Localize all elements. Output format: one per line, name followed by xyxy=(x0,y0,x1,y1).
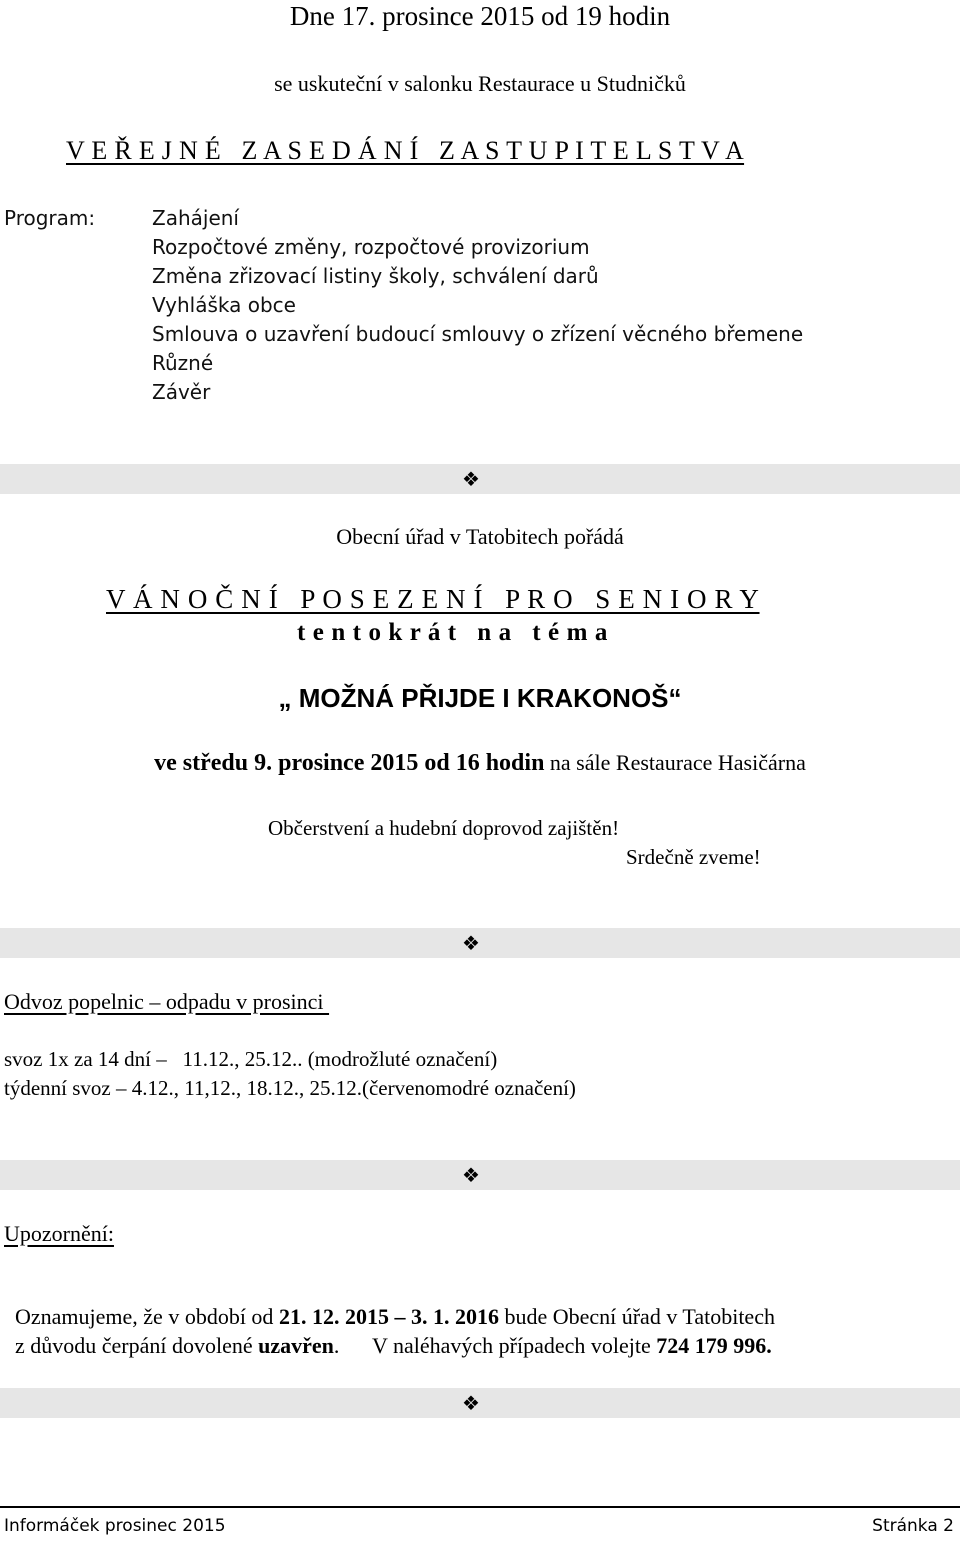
notice-heading: Upozornění: xyxy=(4,1221,114,1246)
event-theme: „ MOŽNÁ PŘIJDE I KRAKONOŠ“ xyxy=(278,683,682,713)
notice-text: . V naléhavých případech volejte xyxy=(333,1333,657,1358)
program-item: Změna zřizovací listiny školy, schválení darů xyxy=(152,264,599,288)
notice-text: bude Obecní úřad v Tatobitech xyxy=(498,1304,775,1329)
refreshments-line: Občerstvení a hudební doprovod zajištěn! xyxy=(268,816,620,840)
notice-text: Oznamujeme, že v období od xyxy=(15,1304,279,1329)
closed-word: uzavřen xyxy=(258,1333,334,1358)
phone-number: 724 179 996. xyxy=(656,1333,772,1358)
organizer-line: Obecní úřad v Tatobitech pořádá xyxy=(336,524,624,549)
footer-left: Informáček prosinec 2015 xyxy=(4,1516,226,1536)
event-venue: na sále Restaurace Hasičárna xyxy=(544,750,806,775)
invite-line: Srdečně zveme! xyxy=(626,845,761,869)
program-item: Zahájení xyxy=(152,206,239,230)
program-label: Program: xyxy=(4,206,96,230)
footer-rule xyxy=(0,1506,960,1508)
notice-text: z důvodu čerpání dovolené xyxy=(15,1333,259,1358)
date-line: Dne 17. prosince 2015 od 19 hodin xyxy=(289,1,671,31)
ornament-icon: ❖ xyxy=(462,931,480,955)
event-title: V Á N O Č N Í P O S E Z E N Í P R O S E N I O R Y xyxy=(106,584,760,614)
location-line: se uskuteční v salonku Restaurace u Studničků xyxy=(274,71,686,96)
event-subtitle: t e n t o k r á t n a t é m a xyxy=(297,619,608,646)
notice-line-2 xyxy=(4,1301,772,1361)
program-list xyxy=(152,204,803,407)
program-item: Závěr xyxy=(152,380,211,404)
closure-dates: 21. 12. 2015 – 3. 1. 2016 xyxy=(278,1304,499,1329)
event-when-where xyxy=(0,748,960,778)
program-item: Vyhláška obce xyxy=(152,293,296,317)
program-item: Smlouva o uzavření budoucí smlouvy o zřízení věcného břemene xyxy=(152,322,804,346)
ornament-icon: ❖ xyxy=(462,467,480,491)
program-item: Rozpočtové změny, rozpočtové provizorium xyxy=(152,235,590,259)
ornament-icon: ❖ xyxy=(462,1391,480,1415)
ornament-icon: ❖ xyxy=(462,1163,480,1187)
program-item: Různé xyxy=(152,351,214,375)
meeting-title: V E Ř E J N É Z A S E D Á N Í Z A S T U P I T E L S T V A xyxy=(66,136,745,165)
event-date: ve středu 9. prosince 2015 od 16 hodin xyxy=(154,750,545,776)
waste-line-2: týdenní svoz – 4.12., 11,12., 18.12., 25.12.(červenomodré označení) xyxy=(4,1076,576,1100)
waste-heading: Odvoz popelnic – odpadu v prosinci xyxy=(4,989,330,1014)
waste-line-1: svoz 1x za 14 dní – 11.12., 25.12.. (modrožluté označení) xyxy=(4,1047,498,1071)
footer-right: Stránka 2 xyxy=(872,1516,954,1536)
